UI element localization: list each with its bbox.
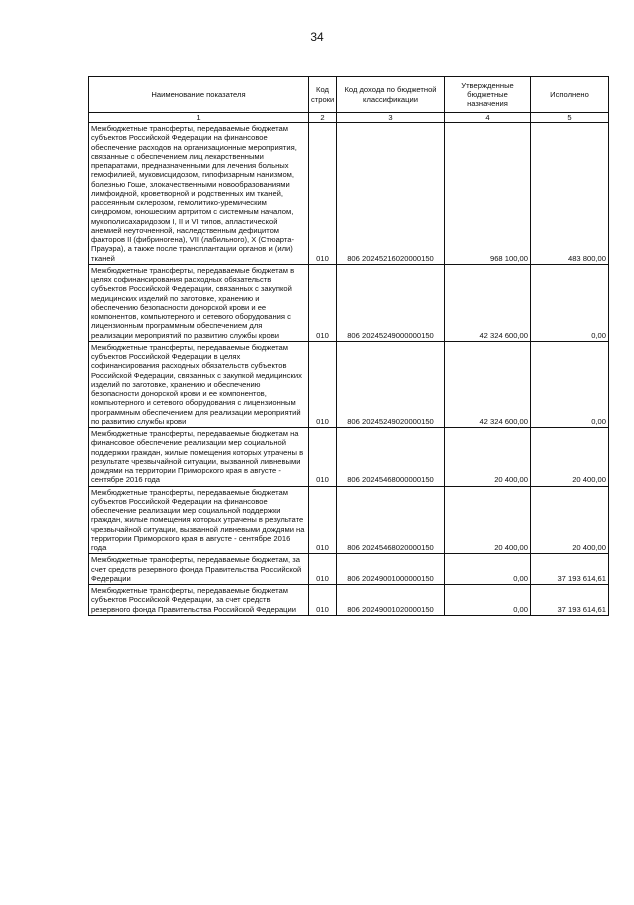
indicator-name: Межбюджетные трансферты, передаваемые бюджетам в целях софинансирования расходных обязательств субъектов Российской Федерации, связанных с закупкой медицинских изделий по заготовке, хранению и обеспечению безопасности донорской крови и ее компонентов, компьютерного и сетевого оборудования с лицензионным программным обеспечением для реализации мероприятий по развитию службы крови xyxy=(89,264,309,341)
column-number: 3 xyxy=(337,113,445,123)
table-row xyxy=(89,486,609,554)
approved-amount: 42 324 600,00 xyxy=(445,264,531,341)
executed-amount: 20 400,00 xyxy=(531,486,609,554)
row-code: 010 xyxy=(309,264,337,341)
revenue-code: 806 20245249000000150 xyxy=(337,264,445,341)
approved-amount: 20 400,00 xyxy=(445,428,531,487)
header-kbk: Код дохода по бюджетной классификации xyxy=(337,77,445,113)
table-row xyxy=(89,554,609,585)
approved-amount: 0,00 xyxy=(445,585,531,616)
indicator-name: Межбюджетные трансферты, передаваемые бюджетам субъектов Российской Федерации на финансовое обеспечение расходов на организационные мероприятия, связанные с обеспечением лиц лекарственными препаратами, предназначенными для лечения больных гемофилией, муковисцидозом, гипофизарным нанизмом, болезнью Гоше, злокачественными новообразованиями лимфоидной, кроветворной и родственных им тканей, рассеянным склерозом, гемолитико-уремическим синдромом, юношеским артритом с системным началом, мукополисахаридозом I, II и VI типов, апластической анемией неуточненной, наследственным дефицитом факторов II (фибриногена), VII (лабильного), X (Стюарта-Прауэра), а также после трансплантации органов и (или) тканей xyxy=(89,123,309,265)
revenue-code: 806 20249001020000150 xyxy=(337,585,445,616)
revenue-code: 806 20245216020000150 xyxy=(337,123,445,265)
row-code: 010 xyxy=(309,486,337,554)
revenue-code: 806 20245468000000150 xyxy=(337,428,445,487)
row-code: 010 xyxy=(309,585,337,616)
table-row xyxy=(89,341,609,427)
approved-amount: 42 324 600,00 xyxy=(445,341,531,427)
approved-amount: 968 100,00 xyxy=(445,123,531,265)
approved-amount: 0,00 xyxy=(445,554,531,585)
executed-amount: 0,00 xyxy=(531,264,609,341)
header-name: Наименование показателя xyxy=(89,77,309,113)
revenue-code: 806 20245468020000150 xyxy=(337,486,445,554)
indicator-name: Межбюджетные трансферты, передаваемые бюджетам субъектов Российской Федерации на финансовое обеспечение реализации мер социальной поддержки граждан, жилые помещения которых утрачены в результате чрезвычайной ситуации, вызванной ливневыми дождями на территории Приморского края в августе - сентябре 2016 года xyxy=(89,486,309,554)
executed-amount: 20 400,00 xyxy=(531,428,609,487)
indicator-name: Межбюджетные трансферты, передаваемые бюджетам субъектов Российской Федерации в целях софинансирования расходных обязательств субъектов Российской Федерации, связанных с закупкой медицинских изделий по заготовке, хранению и обеспечению безопасности донорской крови и ее компонентов, компьютерного и сетевого оборудования с лицензионным программным обеспечением для реализации мероприятий по развитию службы крови xyxy=(89,341,309,427)
table-row xyxy=(89,264,609,341)
revenue-code: 806 20249001000000150 xyxy=(337,554,445,585)
column-number: 5 xyxy=(531,113,609,123)
row-code: 010 xyxy=(309,554,337,585)
column-number: 2 xyxy=(309,113,337,123)
revenue-code: 806 20245249020000150 xyxy=(337,341,445,427)
column-number: 4 xyxy=(445,113,531,123)
header-approved: Утвержденные бюджетные назначения xyxy=(445,77,531,113)
table-row xyxy=(89,428,609,487)
header-code: Код строки xyxy=(309,77,337,113)
executed-amount: 483 800,00 xyxy=(531,123,609,265)
column-number-row xyxy=(89,113,609,123)
table-row xyxy=(89,123,609,265)
row-code: 010 xyxy=(309,123,337,265)
table-row xyxy=(89,585,609,616)
header-executed: Исполнено xyxy=(531,77,609,113)
approved-amount: 20 400,00 xyxy=(445,486,531,554)
indicator-name: Межбюджетные трансферты, передаваемые бюджетам, за счет средств резервного фонда Правительства Российской Федерации xyxy=(89,554,309,585)
indicator-name: Межбюджетные трансферты, передаваемые бюджетам на финансовое обеспечение реализации мер социальной поддержки граждан, жилые помещения которых утрачены в результате чрезвычайной ситуации, вызванной ливневыми дождями на территории Приморского края в августе - сентябре 2016 года xyxy=(89,428,309,487)
row-code: 010 xyxy=(309,428,337,487)
budget-revenue-table xyxy=(88,76,609,616)
executed-amount: 37 193 614,61 xyxy=(531,554,609,585)
executed-amount: 37 193 614,61 xyxy=(531,585,609,616)
header-row xyxy=(89,77,609,113)
row-code: 010 xyxy=(309,341,337,427)
column-number: 1 xyxy=(89,113,309,123)
executed-amount: 0,00 xyxy=(531,341,609,427)
page-number: 34 xyxy=(310,30,324,44)
indicator-name: Межбюджетные трансферты, передаваемые бюджетам субъектов Российской Федерации, за счет средств резервного фонда Правительства Российской Федерации xyxy=(89,585,309,616)
